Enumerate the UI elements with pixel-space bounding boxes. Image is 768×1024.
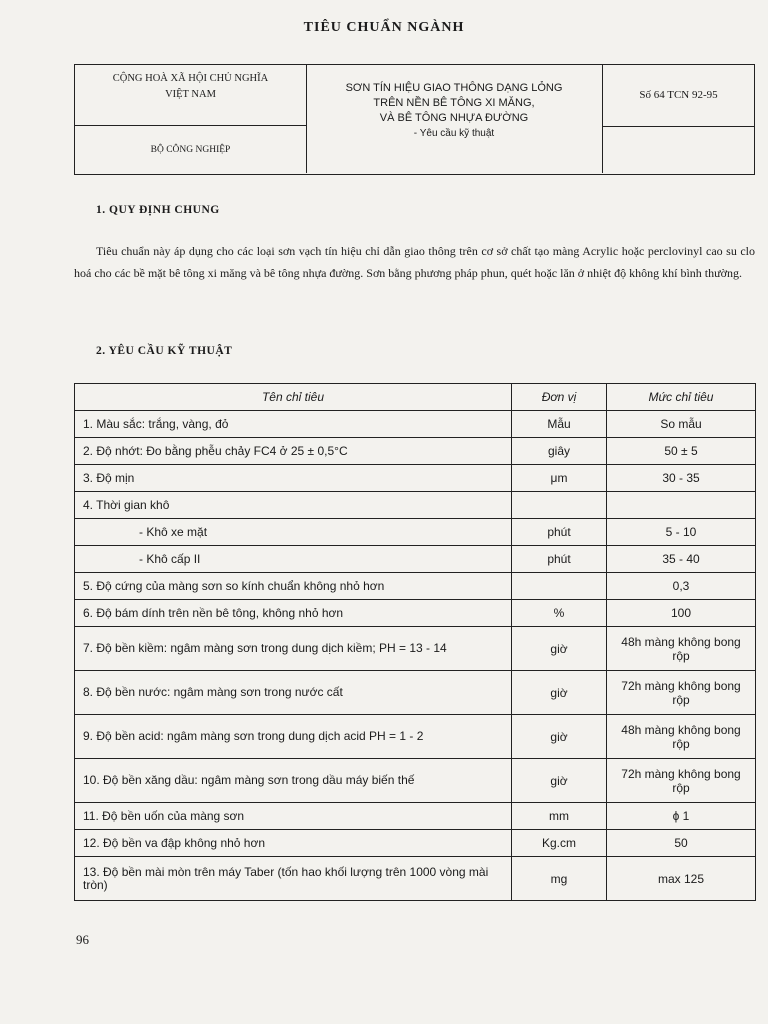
row-name: 7. Độ bền kiềm: ngâm màng sơn trong dung dịch kiềm; PH = 13 - 14	[75, 627, 512, 671]
row-name: 9. Độ bền acid: ngâm màng sơn trong dung dịch acid PH = 1 - 2	[75, 715, 512, 759]
table-row	[75, 519, 756, 546]
title-line-1: SƠN TÍN HIỆU GIAO THÔNG DẠNG LỎNG	[345, 82, 563, 94]
row-unit	[512, 492, 607, 519]
row-name: 10. Độ bền xăng dầu: ngâm màng sơn trong dầu máy biến thế	[75, 759, 512, 803]
row-name: 2. Độ nhớt: Đo bằng phễu chảy FC4 ở 25 ± 0,5°C	[75, 438, 512, 465]
standard-code: Số 64 TCN 92-95	[603, 65, 754, 127]
row-value: max 125	[607, 857, 756, 901]
row-name: 13. Độ bền mài mòn trên máy Taber (tốn hao khối lượng trên 1000 vòng mài tròn)	[75, 857, 512, 901]
row-value: 72h màng không bong rộp	[607, 671, 756, 715]
table-row	[75, 803, 756, 830]
row-name: 12. Độ bền va đập không nhỏ hơn	[75, 830, 512, 857]
row-value	[607, 492, 756, 519]
table-row	[75, 715, 756, 759]
row-value: 48h màng không bong rộp	[607, 627, 756, 671]
section-1-paragraph: Tiêu chuẩn này áp dụng cho các loại sơn vạch tín hiệu chỉ dẫn giao thông trên cơ sở chất tạo màng Acrylic hoặc perclovinyl cao su clo hoá cho các bề mặt bê tông xi măng và bê tông nhựa đường. Sơn bằng phương pháp phun, quét hoặc lăn ở nhiệt độ không khí bình thường.	[74, 244, 755, 280]
row-value: 35 - 40	[607, 546, 756, 573]
header-left-cell	[75, 65, 307, 173]
row-name: 4. Thời gian khô	[75, 492, 512, 519]
row-unit: Kg.cm	[512, 830, 607, 857]
header-name: Tên chỉ tiêu	[75, 384, 512, 411]
row-unit: phút	[512, 519, 607, 546]
row-name: 5. Độ cứng của màng sơn so kính chuẩn không nhỏ hơn	[75, 573, 512, 600]
row-name: 11. Độ bền uốn của màng sơn	[75, 803, 512, 830]
table-row	[75, 438, 756, 465]
title-subtitle: - Yêu cầu kỹ thuật	[413, 128, 495, 139]
row-unit: giờ	[512, 759, 607, 803]
header-right-cell	[602, 65, 754, 173]
row-name: 3. Độ mịn	[75, 465, 512, 492]
section-1-heading: 1. QUY ĐỊNH CHUNG	[96, 204, 220, 216]
row-unit: mg	[512, 857, 607, 901]
row-name: 1. Màu sắc: trắng, vàng, đỏ	[75, 411, 512, 438]
section-2-heading: 2. YÊU CẦU KỸ THUẬT	[96, 345, 233, 357]
table-row	[75, 830, 756, 857]
table-row	[75, 465, 756, 492]
row-unit: giờ	[512, 627, 607, 671]
ministry-name: BỘ CÔNG NGHIỆP	[150, 145, 231, 155]
spec-table	[74, 383, 756, 901]
row-unit: giây	[512, 438, 607, 465]
row-unit: giờ	[512, 715, 607, 759]
row-unit: giờ	[512, 671, 607, 715]
title-line-3: VÀ BÊ TÔNG NHỰA ĐƯỜNG	[379, 112, 529, 124]
header-unit: Đơn vị	[512, 384, 607, 411]
table-row	[75, 573, 756, 600]
header-org-cell	[75, 65, 306, 126]
row-unit: %	[512, 600, 607, 627]
table-row	[75, 492, 756, 519]
page-title: TIÊU CHUẨN NGÀNH	[303, 20, 465, 35]
org-line-2: VIỆT NAM	[165, 89, 216, 100]
title-line-2: TRÊN NỀN BÊ TÔNG XI MĂNG,	[373, 97, 535, 109]
row-value: 30 - 35	[607, 465, 756, 492]
row-value: 72h màng không bong rộp	[607, 759, 756, 803]
header-box	[74, 64, 755, 175]
row-value: 50 ± 5	[607, 438, 756, 465]
row-name: - Khô cấp II	[75, 546, 512, 573]
table-row	[75, 759, 756, 803]
row-unit: Mẫu	[512, 411, 607, 438]
header-value: Mức chỉ tiêu	[607, 384, 756, 411]
row-name: 8. Độ bền nước: ngâm màng sơn trong nước cất	[75, 671, 512, 715]
row-value: 0,3	[607, 573, 756, 600]
row-unit	[512, 573, 607, 600]
row-value: 5 - 10	[607, 519, 756, 546]
row-unit: phút	[512, 546, 607, 573]
row-value: 48h màng không bong rộp	[607, 715, 756, 759]
table-row	[75, 600, 756, 627]
header-title-cell	[306, 65, 602, 173]
org-line-1: CỘNG HOÀ XÃ HỘI CHỦ NGHĨA	[112, 73, 269, 84]
row-value: ϕ 1	[607, 803, 756, 830]
table-header-row	[75, 384, 756, 411]
row-unit: mm	[512, 803, 607, 830]
row-unit: μm	[512, 465, 607, 492]
table-row	[75, 627, 756, 671]
table-row	[75, 671, 756, 715]
row-value: 100	[607, 600, 756, 627]
row-value: So mẫu	[607, 411, 756, 438]
row-value: 50	[607, 830, 756, 857]
table-row	[75, 546, 756, 573]
row-name: 6. Độ bám dính trên nền bê tông, không nhỏ hơn	[75, 600, 512, 627]
table-row	[75, 857, 756, 901]
row-name: - Khô xe mặt	[75, 519, 512, 546]
page-number: 96	[76, 932, 89, 947]
table-row	[75, 411, 756, 438]
